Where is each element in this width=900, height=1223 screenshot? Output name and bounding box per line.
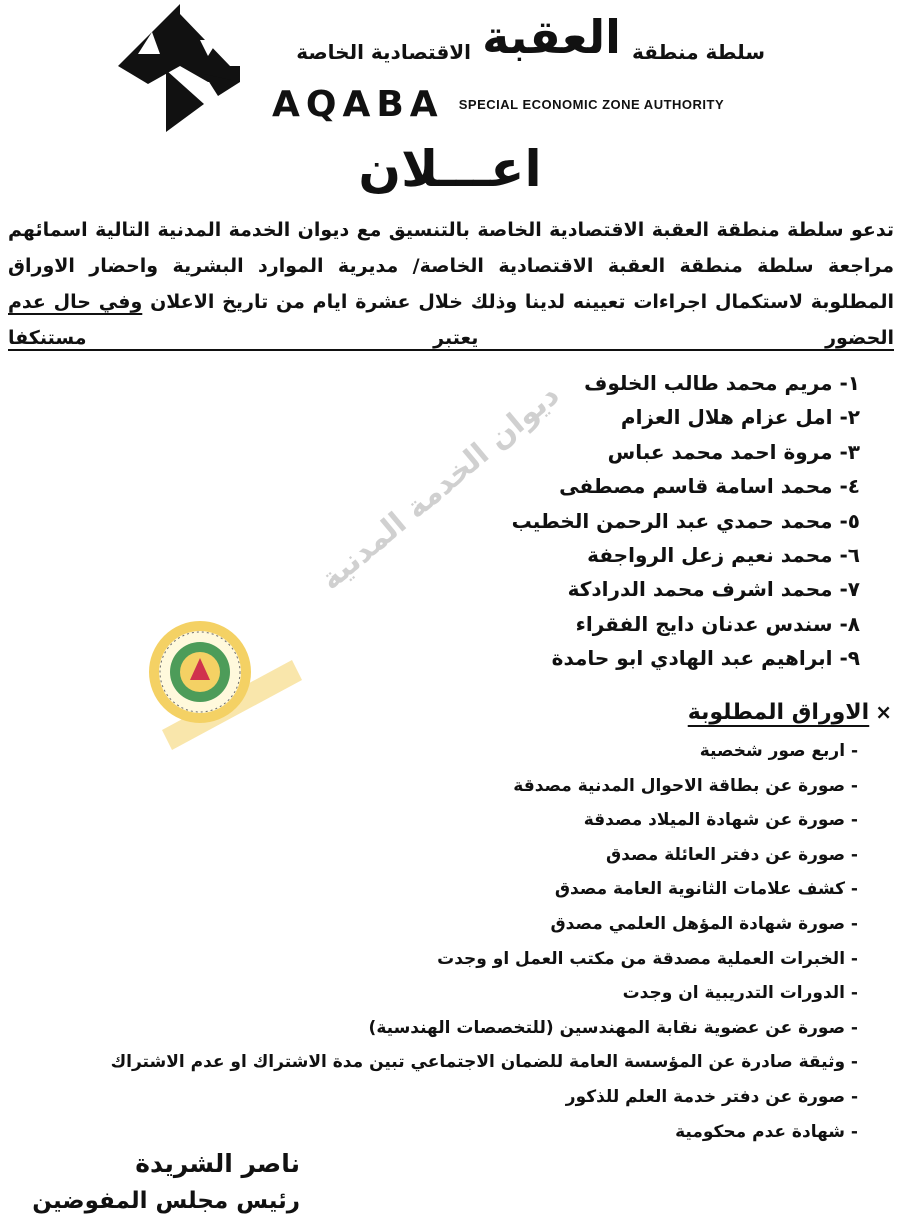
intro-text: تدعو سلطة منطقة العقبة الاقتصادية الخاصة بالتنسيق مع ديوان الخدمة المدنية التالية اسمائهم مراجعة سلطة منطقة العقبة الاقتصادية الخاصة/ مديرية الموارد البشرية واحضار الاوراق المطلوبة لاستكمال اجراءات تعيينه لدينا وذلك خلال عشرة ايام من تاريخ الاعلان xyxy=(8,219,894,313)
names-list xyxy=(300,366,860,676)
list-item: ٢- امل عزام هلال العزام xyxy=(620,405,860,430)
list-item: ٥- محمد حمدي عبد الرحمن الخطيب xyxy=(511,508,860,533)
list-item: ١- مريم محمد طالب الخلوف xyxy=(584,371,860,395)
bullet-x: × xyxy=(875,700,892,724)
organization-name-english xyxy=(272,84,767,124)
letterhead xyxy=(0,0,900,140)
list-item: - وثيقة صادرة عن المؤسسة العامة للضمان الاجتماعي تبين مدة الاشتراك او عدم الاشتراك xyxy=(110,1052,858,1073)
list-item: - الخبرات العملية مصدقة من مكتب العمل او وجدت xyxy=(437,948,858,969)
signatory-role: رئيس مجلس المفوضين xyxy=(32,1188,300,1214)
list-item: - شهادة عدم محكومية xyxy=(675,1121,858,1142)
required-documents-list xyxy=(8,734,858,1149)
org-en-sub: SPECIAL ECONOMIC ZONE AUTHORITY xyxy=(458,97,725,112)
intro-warning: وفي حال عدم الحضور يعتبر مستنكفا xyxy=(8,291,894,349)
list-item: ٧- محمد اشرف محمد الدرادكة xyxy=(567,577,860,602)
list-item: - صورة عن دفتر خدمة العلم للذكور xyxy=(565,1086,858,1107)
list-item: - صورة شهادة المؤهل العلمي مصدق xyxy=(550,913,858,934)
watermark-text: ديوان الخدمة المدنية xyxy=(313,377,567,598)
org-prefix: سلطة منطقة xyxy=(632,40,765,64)
signature-block xyxy=(10,1146,300,1220)
list-item: - صورة عن دفتر العائلة مصدق xyxy=(606,844,858,865)
organization-name-arabic xyxy=(270,10,765,80)
org-en-name: AQABA xyxy=(272,84,444,125)
list-item: ٣- مروة احمد محمد عباس xyxy=(607,439,860,464)
signatory-name: ناصر الشريدة xyxy=(135,1149,300,1178)
list-item: - صورة عن بطاقة الاحوال المدنية مصدقة xyxy=(513,775,858,796)
list-item: ٤- محمد اسامة قاسم مصطفى xyxy=(559,474,860,499)
aqaba-logo-icon xyxy=(108,4,244,132)
list-item: - الدورات التدريبية ان وجدت xyxy=(622,983,858,1004)
list-item: ٩- ابراهيم عبد الهادي ابو حامدة xyxy=(551,646,860,671)
org-suffix: الاقتصادية الخاصة xyxy=(296,40,472,64)
org-name-big: العقبة xyxy=(482,10,621,64)
list-item: - صورة عن عضوية نقابة المهندسين (للتخصصات الهندسية) xyxy=(368,1017,858,1038)
list-item: - كشف علامات الثانوية العامة مصدق xyxy=(554,879,858,900)
list-item: - اربع صور شخصية xyxy=(699,741,858,761)
required-documents-heading xyxy=(492,700,892,725)
list-item: - صورة عن شهادة الميلاد مصدقة xyxy=(583,810,858,831)
announcement-title: اعـــلان xyxy=(358,140,542,198)
intro-paragraph xyxy=(8,212,894,356)
required-documents-title: الاوراق المطلوبة xyxy=(687,700,870,725)
list-item: ٨- سندس عدنان دايج الفقراء xyxy=(575,611,860,636)
list-item: ٦- محمد نعيم زعل الرواجفة xyxy=(587,542,860,567)
